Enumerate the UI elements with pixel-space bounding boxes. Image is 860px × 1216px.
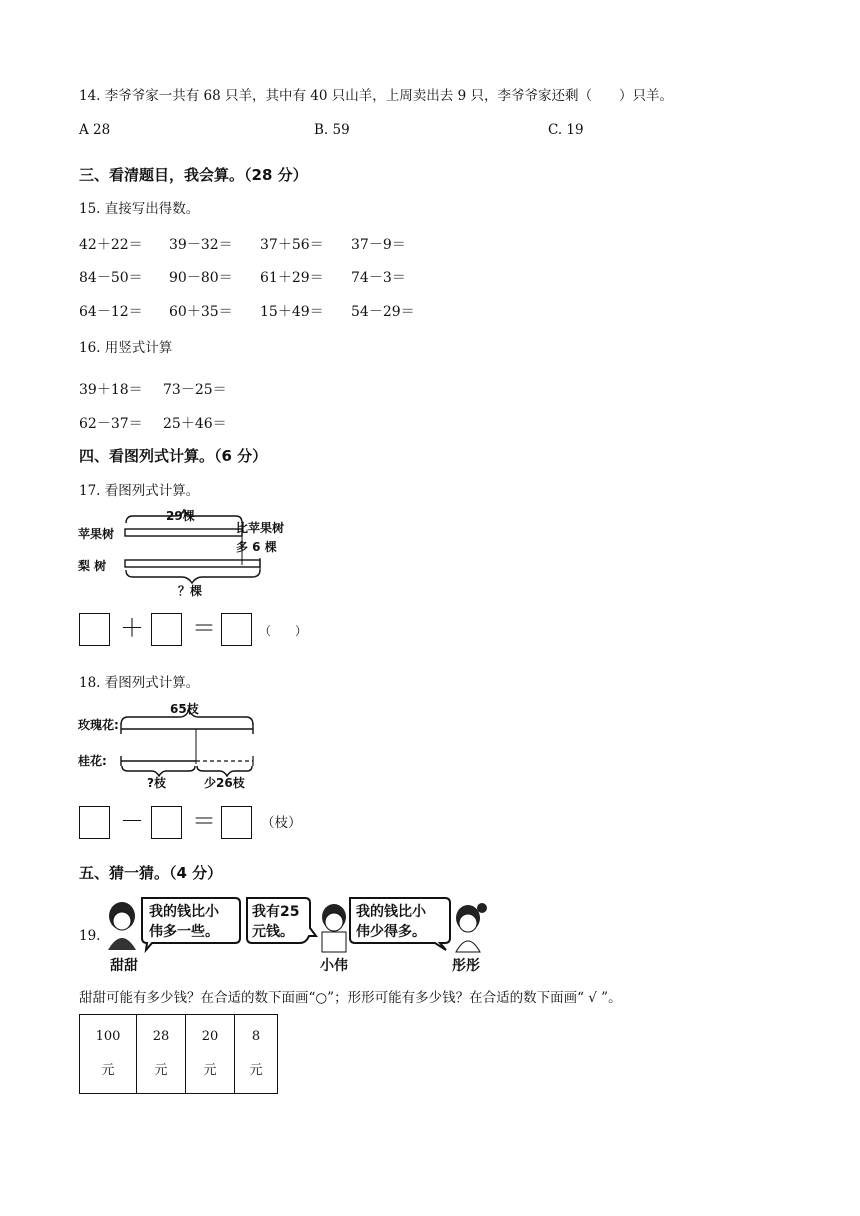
flower-comparison-diagram xyxy=(76,699,266,791)
question-17-title: 17. 看图列式计算。 xyxy=(79,483,200,499)
tongtong-figure xyxy=(456,903,487,952)
calc-item: 15＋49＝ xyxy=(260,304,324,320)
answer-box-2[interactable] xyxy=(151,806,182,839)
money-cell[interactable]: 100 元 xyxy=(80,1015,137,1094)
calc-item: 39＋18＝ xyxy=(79,382,143,398)
side-note-1: 比苹果树 xyxy=(236,521,285,535)
question-14-text: 14. 李爷爷家一共有 68 只羊，其中有 40 只山羊，上周卖出去 9 只，李爷爷家还剩（ ）只羊。 xyxy=(79,88,673,104)
kids-dialog-illustration xyxy=(100,890,510,980)
option-b: B. 59 xyxy=(314,122,350,138)
calc-item: 54－29＝ xyxy=(351,304,415,320)
bubble-3-line-1: 我的钱比小 xyxy=(356,904,426,920)
option-c: C. 19 xyxy=(548,122,584,138)
answer-box-1[interactable] xyxy=(79,613,110,646)
calc-item: 90－80＝ xyxy=(169,270,233,286)
bubble-1-line-1: 我的钱比小 xyxy=(149,904,219,920)
bubble-2-line-1: 我有25 xyxy=(252,904,300,920)
side-note-2: 多 6 棵 xyxy=(236,540,277,554)
calc-item: 62－37＝ xyxy=(79,416,143,432)
name-tongtong: 彤彤 xyxy=(452,958,480,974)
difference-label: 少26枝 xyxy=(204,776,245,790)
question-15-title: 15. 直接写出得数。 xyxy=(79,201,200,217)
pear-row-label: 梨 树 xyxy=(78,559,107,573)
calc-item: 84－50＝ xyxy=(79,270,143,286)
money-cell[interactable]: 20 元 xyxy=(186,1015,235,1094)
osmanthus-row-label: 桂花: xyxy=(78,754,107,768)
section-5-heading: 五、猜一猜。（4 分） xyxy=(79,864,223,882)
question-16-title: 16. 用竖式计算 xyxy=(79,340,173,356)
bubble-3-line-2: 伟少得多。 xyxy=(356,924,426,940)
name-xiaowei: 小伟 xyxy=(320,958,348,974)
money-table xyxy=(79,1014,278,1094)
money-cell[interactable]: 8 元 xyxy=(235,1015,278,1094)
calc-item: 39－32＝ xyxy=(169,237,233,253)
money-cell[interactable]: 28 元 xyxy=(137,1015,186,1094)
apple-count-label: 29棵 xyxy=(166,509,195,523)
section-4-heading: 四、看图列式计算。（6 分） xyxy=(79,447,268,465)
pear-unknown-label: ？棵 xyxy=(178,584,203,598)
answer-box-3[interactable] xyxy=(221,613,252,646)
unit-label: （ ） xyxy=(259,624,308,638)
xiaowei-figure xyxy=(322,904,346,952)
calc-item: 64－12＝ xyxy=(79,304,143,320)
bubble-1-line-2: 伟多一些。 xyxy=(149,924,219,940)
question-19-number: 19. xyxy=(79,928,101,944)
calc-item: 74－3＝ xyxy=(351,270,406,286)
question-18-title: 18. 看图列式计算。 xyxy=(79,675,200,691)
calc-item: 37＋56＝ xyxy=(260,237,324,253)
option-a: A 28 xyxy=(79,122,111,138)
unit-label: （枝） xyxy=(261,815,302,831)
calc-item: 73－25＝ xyxy=(163,382,227,398)
name-tiantian: 甜甜 xyxy=(110,958,138,974)
calc-item: 60＋35＝ xyxy=(169,304,233,320)
equals-sign: ＝ xyxy=(192,807,216,835)
answer-box-1[interactable] xyxy=(79,806,110,839)
answer-box-3[interactable] xyxy=(221,806,252,839)
rose-count-label: 65枝 xyxy=(170,702,199,716)
calc-item: 37－9＝ xyxy=(351,237,406,253)
minus-sign: － xyxy=(120,807,144,835)
calc-item: 61＋29＝ xyxy=(260,270,324,286)
calc-item: 25＋46＝ xyxy=(163,416,227,432)
answer-box-2[interactable] xyxy=(151,613,182,646)
question-19-prompt: 甜甜可能有多少钱？在合适的数下面画“○”；形形可能有多少钱？在合适的数下面画“ √ ”。 xyxy=(79,990,622,1006)
tree-comparison-diagram xyxy=(76,507,306,599)
rose-row-label: 玫瑰花: xyxy=(78,718,119,732)
tiantian-figure xyxy=(108,902,136,950)
section-3-heading: 三、看清题目，我会算。（28 分） xyxy=(79,166,308,184)
apple-row-label: 苹果树 xyxy=(78,527,115,541)
bubble-2-line-2: 元钱。 xyxy=(252,924,294,940)
osmanthus-unknown-label: ?枝 xyxy=(147,776,166,790)
plus-sign: ＋ xyxy=(120,614,144,642)
calc-item: 42＋22＝ xyxy=(79,237,143,253)
equals-sign: ＝ xyxy=(192,614,216,642)
